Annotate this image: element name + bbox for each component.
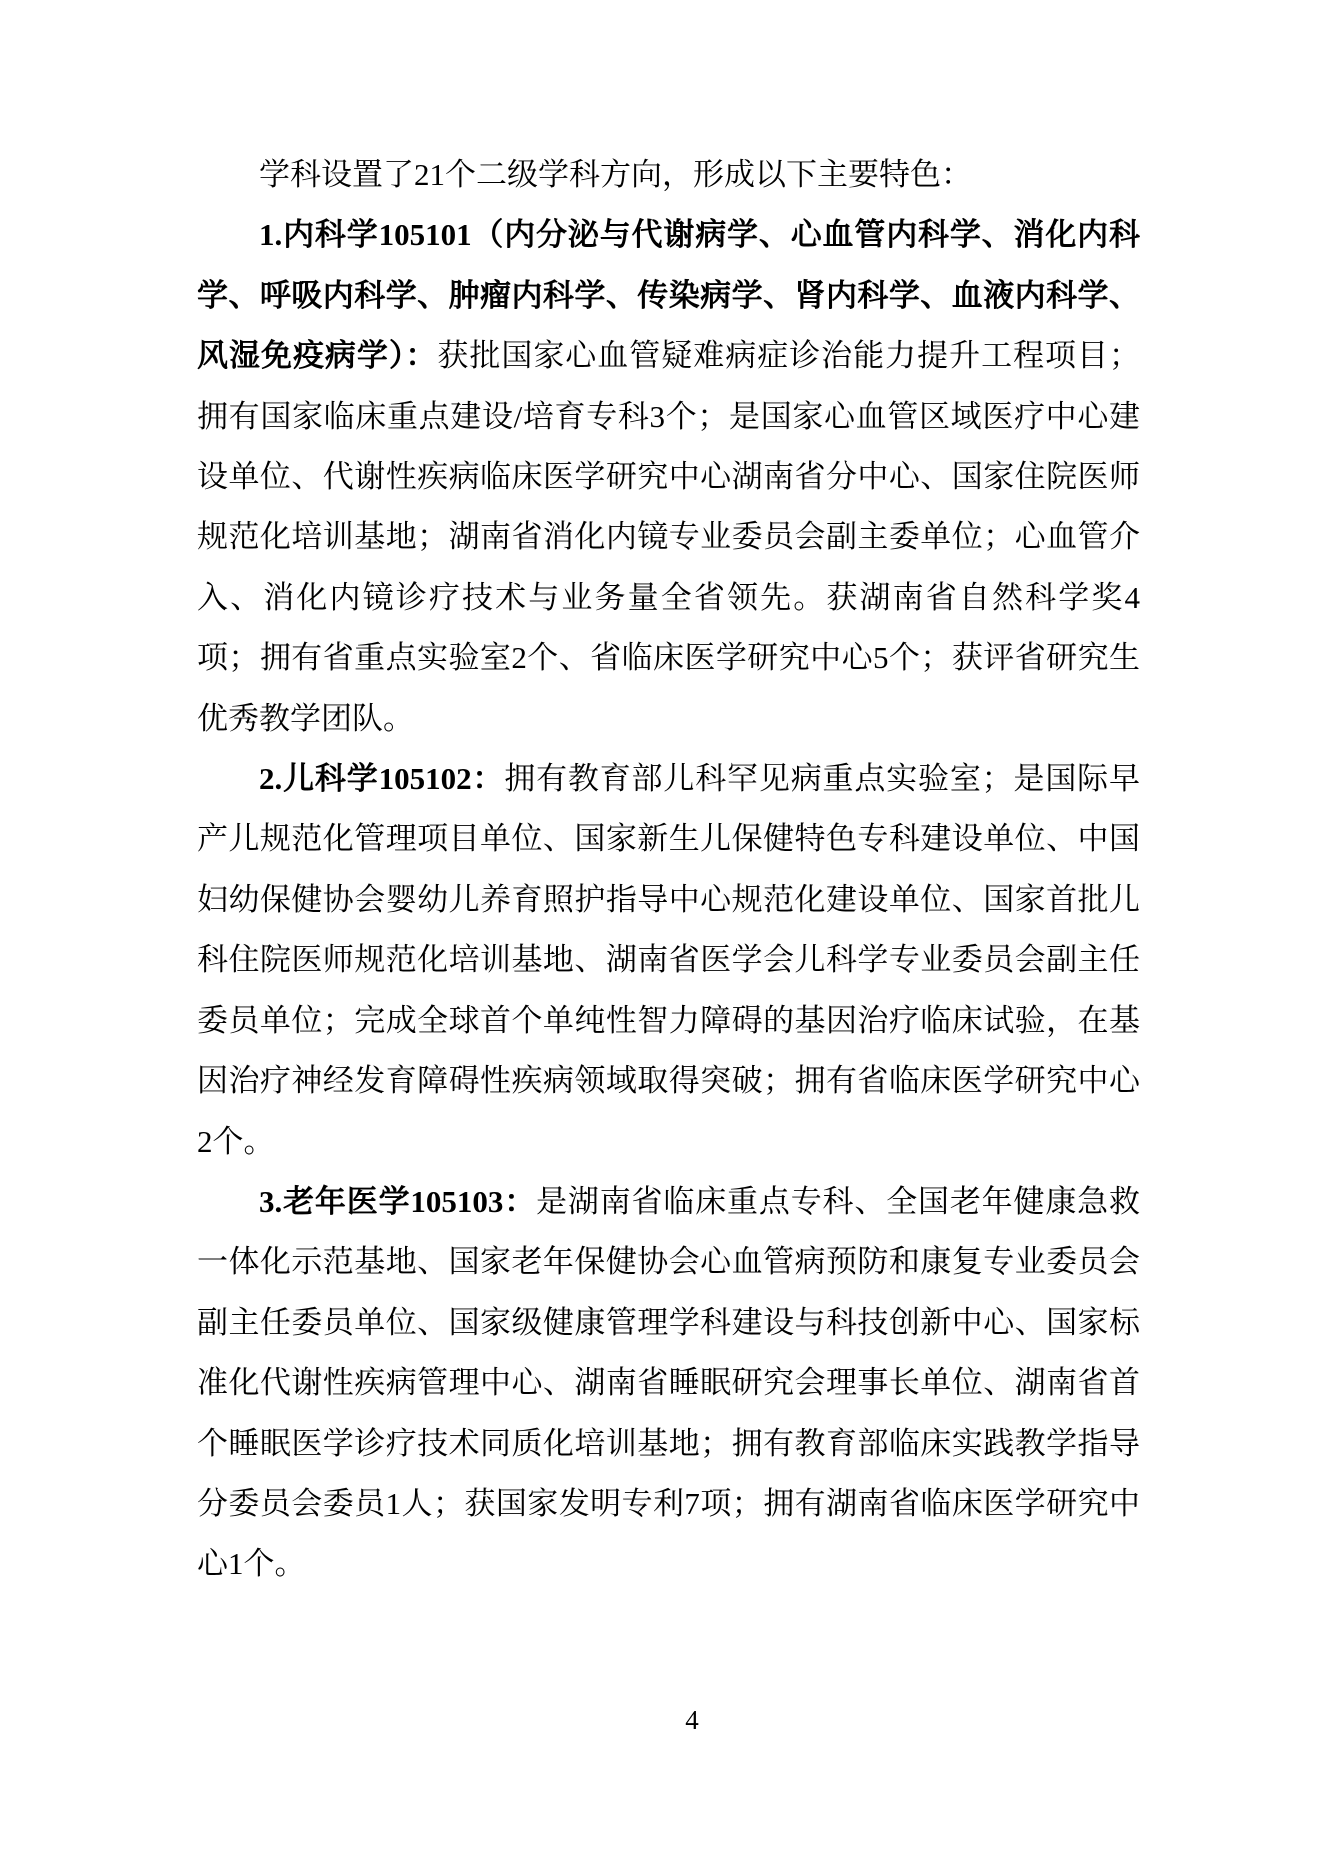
internal-medicine-heading: 1.内科学105101（内分泌与代谢病学、心血管内科学、消化内科学、呼吸内科学、肿瘤内科学、传染病学、肾内科学、血液内科学、风湿免疫病学）： [197, 217, 1140, 374]
paragraph-internal-medicine [197, 205, 1140, 749]
pediatrics-heading: 2.儿科学105102： [259, 761, 505, 797]
paragraph-geriatrics [197, 1172, 1140, 1595]
page-number: 4 [685, 1705, 699, 1735]
geriatrics-body: 是湖南省临床重点专科、全国老年健康急救一体化示范基地、国家老年保健协会心血管病预防和康复专业委员会副主任委员单位、国家级健康管理学科建设与科技创新中心、国家标准化代谢性疾病管理中心、湖南省睡眠研究会理事长单位、湖南省首个睡眠医学诊疗技术同质化培训基地；拥有教育部临床实践教学指导分委员会委员1人；获国家发明专利7项；拥有湖南省临床医学研究中心1个。 [197, 1183, 1141, 1582]
page-footer [197, 1700, 1187, 1740]
document-body [197, 145, 1140, 1595]
paragraph-pediatrics [197, 749, 1140, 1172]
internal-medicine-body: 获批国家心血管疑难病症诊治能力提升工程项目；拥有国家临床重点建设/培育专科3个；是国家心血管区域医疗中心建设单位、代谢性疾病临床医学研究中心湖南省分中心、国家住院医师规范化培训基地；湖南省消化内镜专业委员会副主委单位；心血管介入、消化内镜诊疗技术与业务量全省领先。获湖南省自然科学奖4项；拥有省重点实验室2个、省临床医学研究中心5个；获评省研究生优秀教学团队。 [197, 338, 1141, 736]
paragraph-intro [197, 145, 1140, 205]
intro-text: 学科设置了21个二级学科方向，形成以下主要特色： [259, 157, 972, 192]
pediatrics-body: 拥有教育部儿科罕见病重点实验室；是国际早产儿规范化管理项目单位、国家新生儿保健特色专科建设单位、中国妇幼保健协会婴幼儿养育照护指导中心规范化建设单位、国家首批儿科住院医师规范化培训基地、湖南省医学会儿科学专业委员会副主任委员单位；完成全球首个单纯性智力障碍的基因治疗临床试验，在基因治疗神经发育障碍性疾病领域取得突破；拥有省临床医学研究中心2个。 [197, 761, 1141, 1159]
geriatrics-heading: 3.老年医学105103： [259, 1183, 537, 1219]
